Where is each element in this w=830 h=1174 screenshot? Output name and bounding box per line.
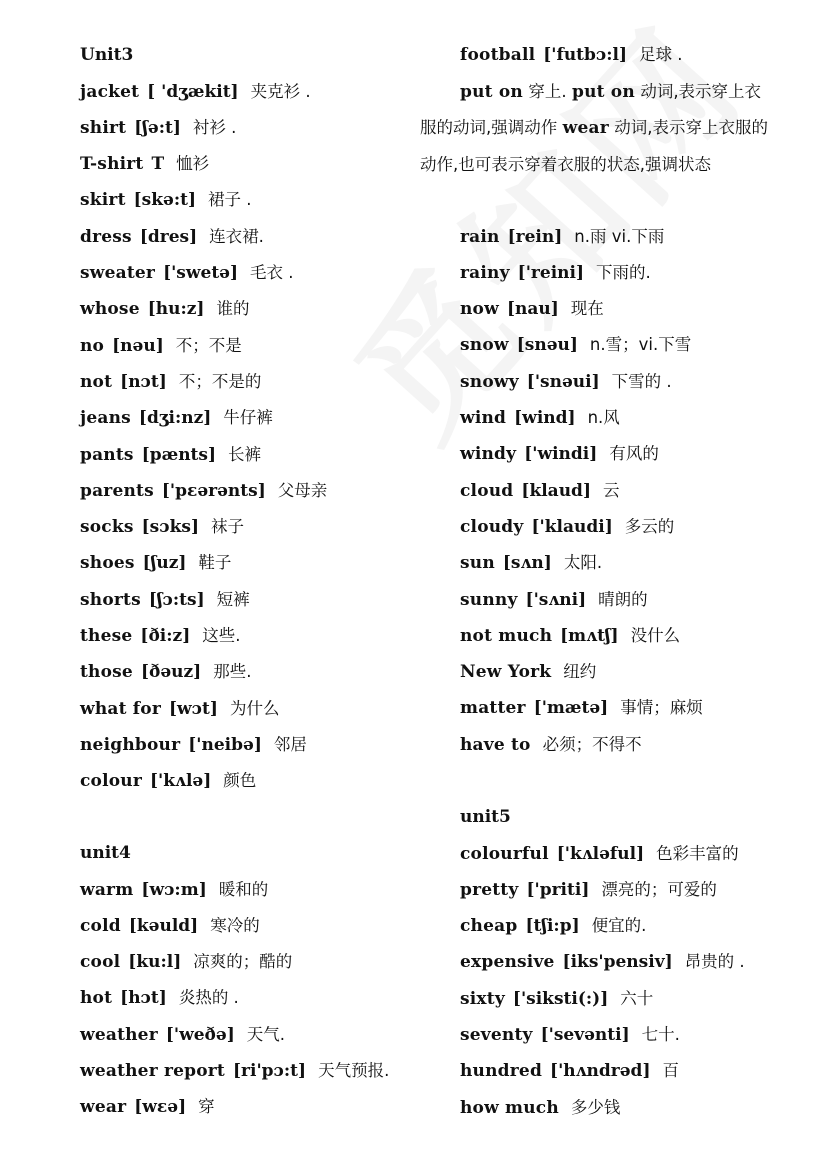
entry-word: colour — [80, 771, 143, 792]
note-term: put on — [460, 82, 523, 102]
entry-phonetic: ['siksti(:)] — [512, 988, 609, 1009]
entry-word: shirt — [80, 117, 127, 138]
vocab-entry — [460, 258, 651, 288]
unit4-heading: unit4 — [80, 843, 131, 863]
vocab-entry — [460, 839, 739, 869]
entry-phonetic: ['pɛərənts] — [161, 480, 266, 501]
entry-meaning: 袜子 — [210, 517, 244, 537]
vocab-entry — [460, 403, 620, 433]
entry-meaning: 恤衫 — [176, 154, 210, 174]
entry-phonetic: [pænts] — [141, 444, 217, 465]
entry-meaning: 衬衫 . — [192, 117, 237, 137]
entry-phonetic: [tʃi:p] — [525, 916, 580, 937]
vocab-entry — [460, 330, 691, 360]
vocab-entry — [80, 621, 241, 651]
note-term: put on — [571, 82, 635, 102]
vocab-entry — [460, 911, 646, 941]
entry-word: what for — [80, 698, 161, 719]
vocab-entry — [460, 222, 664, 252]
vocab-entry — [80, 512, 244, 542]
entry-meaning: 有风的 — [609, 444, 659, 464]
entry-meaning: 色彩丰富的 — [656, 843, 739, 863]
entry-meaning: 便宜的. — [591, 916, 647, 936]
vocab-entry — [80, 77, 311, 107]
entry-phonetic: [wind] — [514, 408, 576, 428]
entry-phonetic: ['futbɔ:l] — [543, 45, 628, 65]
entry-word: matter — [460, 698, 526, 719]
entry-phonetic: [sɔks] — [141, 517, 199, 538]
entry-meaning: 颜色 — [223, 771, 257, 791]
entry-phonetic: ['klaudi] — [531, 516, 613, 537]
entry-word: football — [460, 45, 536, 65]
vocab-entry — [460, 512, 674, 542]
entry-meaning: 谁的 — [216, 299, 250, 319]
entry-word: snow — [460, 335, 509, 356]
entry-meaning: 邻居 — [273, 734, 307, 754]
entry-meaning: 纽约 — [563, 662, 597, 682]
vocab-entry — [80, 766, 256, 796]
entry-meaning: 天气. — [246, 1024, 286, 1044]
entry-meaning: 这些. — [202, 626, 241, 645]
entry-phonetic: [wɔt] — [169, 698, 218, 719]
vocab-entry — [460, 1093, 620, 1123]
entry-word: hundred — [460, 1061, 543, 1082]
entry-phonetic: [dres] — [139, 226, 198, 247]
entry-meaning: 不；不是的 — [178, 371, 262, 391]
entry-meaning: 云 — [603, 480, 620, 500]
vocab-entry — [80, 585, 250, 615]
entry-word: shorts — [80, 589, 141, 610]
entry-word: jacket — [80, 81, 140, 102]
entry-phonetic: [klaud] — [521, 480, 591, 501]
entry-word: sun — [460, 553, 495, 574]
vocab-entry — [80, 476, 327, 506]
entry-meaning: 没什么 — [630, 625, 681, 645]
vocab-entry — [80, 403, 273, 433]
vocab-entry — [80, 548, 231, 578]
entry-phonetic: [wɔ:m] — [141, 879, 207, 900]
vocab-entry — [80, 694, 279, 724]
entry-meaning: 昂贵的 . — [684, 952, 745, 972]
entry-phonetic: [hɔt] — [120, 988, 167, 1009]
vocab-entry — [460, 585, 648, 615]
vocab-entry — [80, 1092, 215, 1122]
entry-phonetic: ['windi] — [524, 444, 598, 465]
vocab-entry — [460, 984, 653, 1014]
entry-phonetic: [mʌtʃ] — [560, 625, 619, 646]
entry-phonetic: [nəu] — [112, 335, 164, 356]
entry-phonetic: [ku:l] — [128, 952, 182, 973]
vocab-entry — [80, 222, 264, 252]
entry-meaning: n.雨 vi.下雨 — [574, 226, 665, 246]
entry-phonetic: [ʃɔ:ts] — [148, 589, 205, 610]
entry-word: dress — [80, 226, 132, 247]
entry-phonetic: [wɛə] — [134, 1097, 187, 1118]
note-text: 动词,表示穿上衣服的动作,也可表示穿着衣服的状态,强调状态 — [420, 118, 769, 174]
entry-phonetic: ['swetə] — [163, 263, 239, 283]
vocab-entry — [460, 947, 745, 977]
entry-meaning: n.雪；vi.下雪 — [589, 335, 692, 355]
vocab-entry — [460, 1056, 679, 1086]
entry-meaning: 天气预报. — [318, 1061, 390, 1080]
vocab-entry — [460, 476, 620, 506]
entry-meaning: 炎热的 . — [178, 988, 239, 1008]
vocab-entry — [80, 983, 239, 1013]
entry-phonetic: [iks'pensiv] — [562, 952, 673, 973]
entry-meaning: 短裤 — [216, 589, 250, 609]
vocab-entry — [460, 294, 604, 324]
entry-meaning: 下雨的. — [596, 262, 651, 282]
entry-word: socks — [80, 517, 134, 538]
entry-word: jeans — [80, 408, 131, 429]
entry-word: hot — [80, 988, 113, 1009]
entry-word: shoes — [80, 553, 135, 574]
vocab-entry — [460, 657, 596, 687]
entry-word: cool — [80, 952, 121, 973]
entry-meaning: 七十. — [641, 1025, 680, 1044]
vocab-entry — [460, 439, 659, 469]
entry-word: rainy — [460, 262, 510, 283]
vocab-entry — [460, 875, 717, 905]
entry-meaning: 连衣裙. — [209, 226, 264, 246]
entry-phonetic: T — [151, 154, 165, 175]
vocab-entry — [80, 1056, 389, 1086]
entry-word: colourful — [460, 843, 549, 864]
vocab-entry — [80, 258, 294, 288]
entry-phonetic: [kəuld] — [128, 915, 199, 936]
entry-word: skirt — [80, 190, 126, 211]
entry-phonetic: [ʃə:t] — [134, 117, 181, 138]
entry-meaning: 毛衣 . — [250, 263, 294, 282]
entry-phonetic: [nɔt] — [120, 371, 167, 392]
entry-meaning: 多少钱 — [570, 1097, 621, 1117]
entry-meaning: 下雪的 . — [611, 371, 672, 391]
entry-word: warm — [80, 879, 134, 900]
entry-word: not — [80, 371, 113, 392]
unit5-heading: unit5 — [460, 807, 511, 827]
entry-meaning: 事情；麻烦 — [620, 698, 703, 718]
entry-phonetic: ['kʌlə] — [150, 771, 212, 792]
entry-word: wind — [460, 408, 507, 428]
vocab-entry — [80, 947, 292, 977]
entry-word: weather — [80, 1024, 158, 1045]
vocab-entry — [80, 367, 261, 397]
vocab-entry — [80, 331, 242, 361]
entry-phonetic: [ðəuz] — [140, 662, 202, 683]
entry-meaning: 漂亮的；可爱的 — [601, 879, 717, 899]
entry-word: sunny — [460, 589, 518, 610]
note-term: wear — [562, 118, 609, 139]
entry-phonetic: ['sʌni] — [525, 589, 587, 610]
entry-word: cloudy — [460, 516, 524, 537]
vocab-entry — [80, 440, 261, 470]
entry-word: sweater — [80, 263, 156, 283]
entry-meaning: 长裤 — [228, 444, 262, 464]
entry-meaning: 暖和的 — [218, 879, 269, 899]
entry-phonetic: ['reini] — [517, 262, 585, 283]
entry-word: sixty — [460, 988, 505, 1009]
entry-word: have to — [460, 734, 531, 755]
entry-phonetic: [dʒi:nz] — [138, 408, 212, 429]
vocab-entry — [80, 911, 260, 941]
entry-phonetic: ['hʌndrəd] — [550, 1061, 651, 1082]
entry-word: windy — [460, 444, 517, 465]
vocab-entry — [80, 294, 249, 324]
entry-meaning: 凉爽的；酷的 — [193, 952, 293, 972]
entry-phonetic: ['neibə] — [188, 734, 262, 755]
entry-word: wear — [80, 1097, 127, 1118]
entry-phonetic: [hu:z] — [147, 299, 205, 320]
entry-word: cheap — [460, 916, 518, 937]
entry-word: seventy — [460, 1025, 533, 1045]
vocab-entry — [80, 113, 236, 143]
entry-meaning: 足球 . — [639, 45, 683, 64]
entry-word: cold — [80, 915, 121, 936]
entry-word: parents — [80, 480, 154, 501]
vocab-entry — [80, 875, 268, 905]
entry-meaning: 裙子 . — [208, 190, 252, 210]
vocab-entry — [80, 730, 307, 760]
entry-meaning: 不；不是 — [175, 335, 242, 355]
note-text: 动词,表示穿上衣服的动词,强调动作 — [420, 82, 762, 138]
entry-phonetic: ['mætə] — [533, 698, 609, 719]
entry-word: pants — [80, 444, 134, 465]
entry-word: expensive — [460, 952, 555, 973]
entry-meaning: 父母亲 — [277, 480, 328, 500]
entry-meaning: 穿 — [198, 1097, 215, 1117]
entry-meaning: 现在 — [570, 299, 604, 319]
vocab-entry — [80, 1020, 285, 1050]
entry-meaning: 寒冷的 — [210, 915, 260, 935]
entry-phonetic: [nau] — [506, 299, 559, 320]
entry-word: no — [80, 335, 105, 356]
entry-phonetic: ['weðə] — [165, 1024, 235, 1045]
entry-meaning: 鞋子 — [198, 553, 232, 573]
entry-meaning: 牛仔裤 — [223, 408, 273, 428]
vocab-entry-football — [460, 40, 683, 70]
entry-phonetic: [ʃuz] — [142, 553, 187, 574]
vocab-entry — [460, 621, 680, 651]
entry-word: not much — [460, 625, 553, 646]
entry-word: weather report — [80, 1061, 225, 1081]
entry-meaning: 那些. — [213, 662, 252, 682]
entry-word: cloud — [460, 480, 514, 501]
entry-phonetic: [ 'dʒækit] — [147, 81, 239, 102]
entry-word: pretty — [460, 879, 519, 900]
entry-phonetic: ['kʌləful] — [556, 843, 645, 864]
entry-phonetic: ['sevənti] — [540, 1025, 630, 1045]
unit3-heading: Unit3 — [80, 45, 134, 65]
entry-meaning: 夹克衫 . — [250, 81, 311, 101]
entry-meaning: 六十 — [620, 988, 654, 1008]
note-text: 穿上. — [528, 82, 567, 101]
vocab-entry — [460, 693, 703, 723]
entry-word: T-shirt — [80, 154, 144, 175]
vocab-entry — [460, 1020, 680, 1050]
entry-word: those — [80, 662, 133, 683]
entry-word: neighbour — [80, 734, 181, 755]
entry-word: these — [80, 626, 133, 646]
entry-meaning: n.风 — [587, 408, 620, 427]
entry-word: rain — [460, 226, 500, 247]
vocab-entry — [80, 149, 209, 179]
entry-meaning: 太阳. — [563, 553, 603, 573]
vocab-entry — [460, 367, 672, 397]
entry-word: snowy — [460, 371, 519, 392]
entry-word: now — [460, 299, 499, 320]
vocab-entry — [460, 730, 642, 760]
entry-phonetic: ['snəui] — [526, 371, 600, 392]
entry-meaning: 晴朗的 — [598, 589, 648, 609]
entry-phonetic: [skə:t] — [133, 190, 197, 211]
put-on-note — [420, 74, 770, 183]
entry-phonetic: [ri'pɔ:t] — [232, 1061, 307, 1081]
entry-meaning: 多云的 — [624, 516, 675, 536]
vocab-entry — [80, 185, 252, 215]
entry-phonetic: [snəu] — [516, 335, 578, 356]
entry-word: whose — [80, 299, 140, 320]
vocab-entry — [460, 548, 602, 578]
entry-word: how much — [460, 1097, 559, 1118]
entry-phonetic: ['priti] — [526, 879, 590, 900]
entry-phonetic: [ði:z] — [140, 626, 191, 646]
vocab-entry — [80, 657, 251, 687]
entry-phonetic: [sʌn] — [502, 553, 552, 574]
entry-phonetic: [rein] — [507, 226, 563, 247]
entry-word: New York — [460, 662, 552, 683]
entry-meaning: 必须；不得不 — [542, 734, 642, 754]
entry-meaning: 为什么 — [229, 698, 280, 718]
entry-meaning: 百 — [662, 1061, 679, 1081]
